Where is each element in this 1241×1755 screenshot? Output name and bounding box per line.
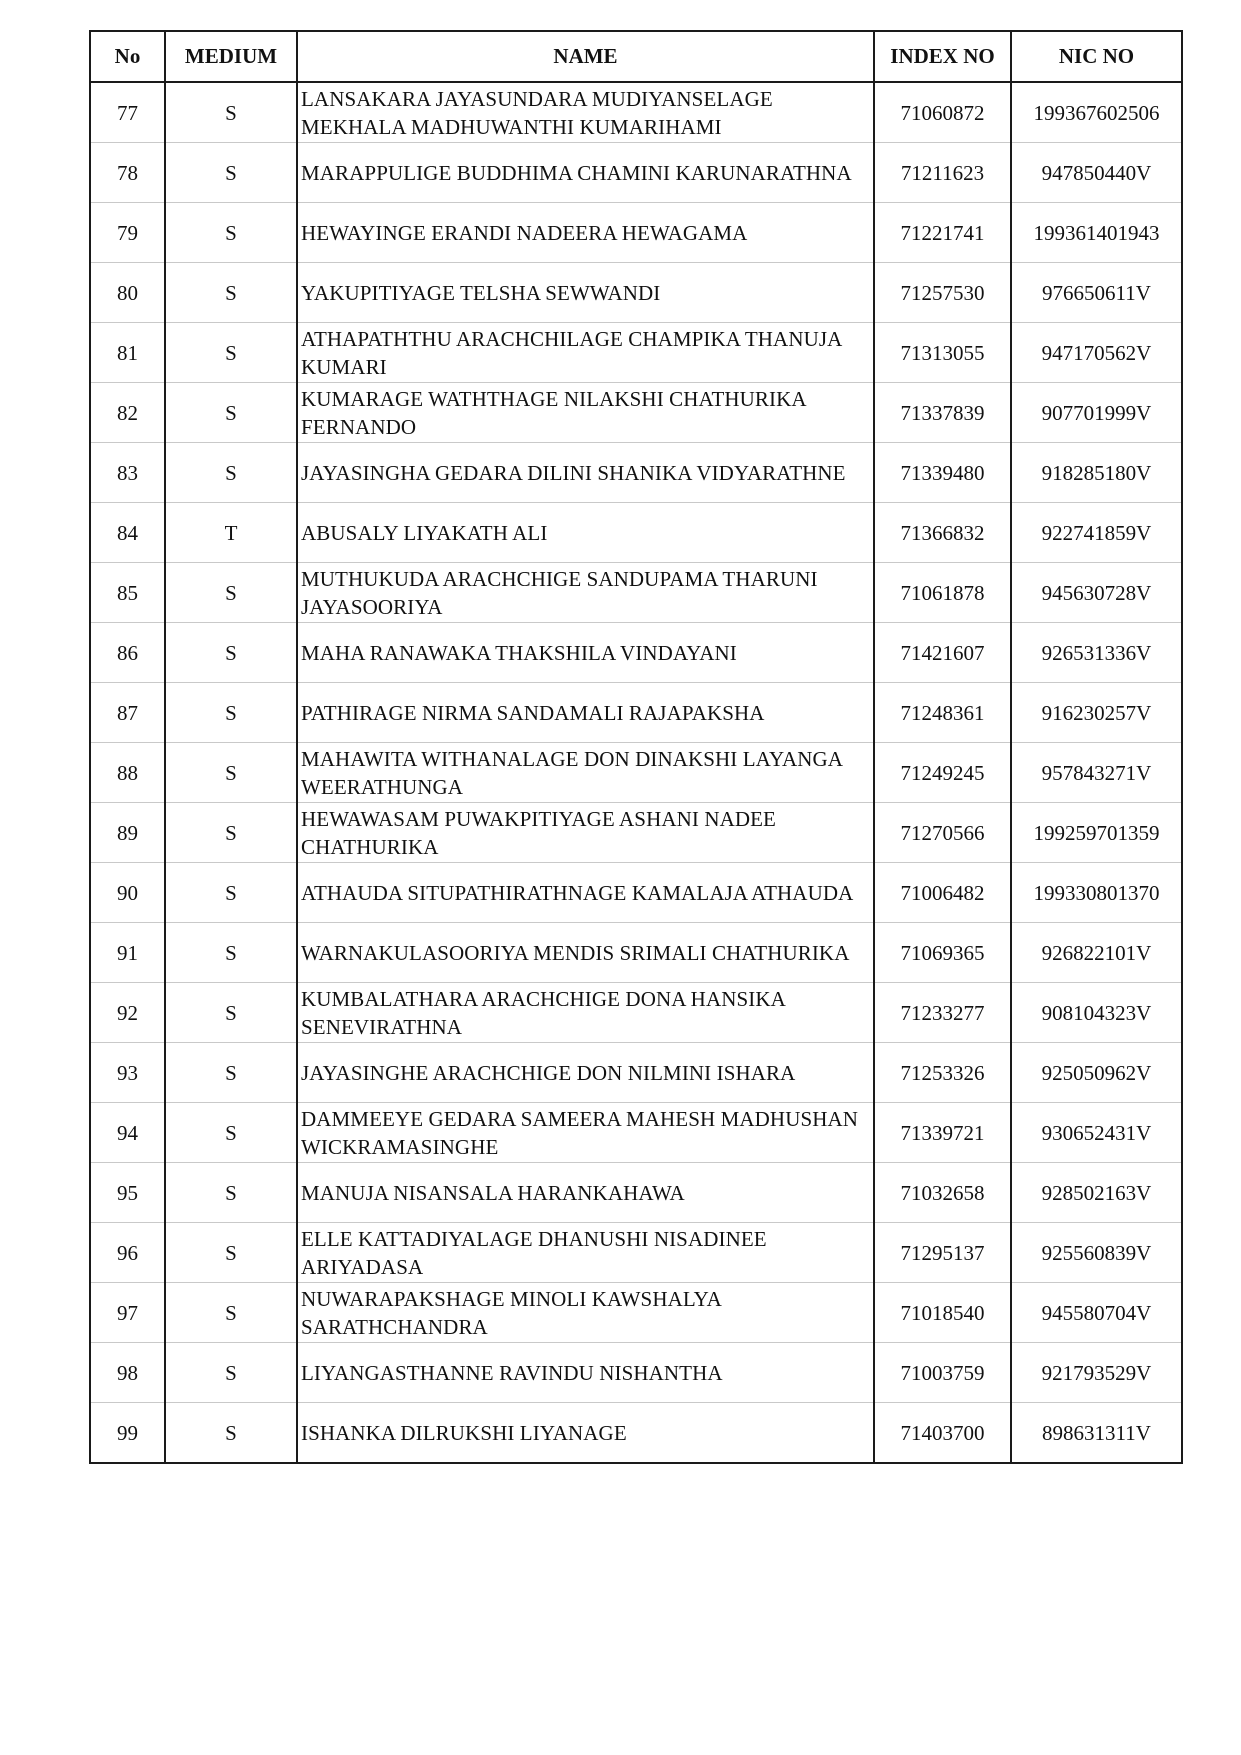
cell-no: 90 <box>90 863 165 923</box>
cell-no: 91 <box>90 923 165 983</box>
cell-no: 79 <box>90 203 165 263</box>
table-row <box>90 82 1182 143</box>
cell-nic-no: 945580704V <box>1011 1283 1182 1343</box>
cell-index-no: 71313055 <box>874 323 1011 383</box>
cell-no: 81 <box>90 323 165 383</box>
cell-index-no: 71339480 <box>874 443 1011 503</box>
cell-nic-no: 947170562V <box>1011 323 1182 383</box>
cell-medium: S <box>165 863 297 923</box>
cell-medium: S <box>165 1283 297 1343</box>
cell-index-no: 71221741 <box>874 203 1011 263</box>
cell-no: 86 <box>90 623 165 683</box>
table-row <box>90 1103 1182 1163</box>
table-row <box>90 263 1182 323</box>
cell-name: MANUJA NISANSALA HARANKAHAWA <box>297 1163 874 1223</box>
cell-medium: S <box>165 82 297 143</box>
cell-medium: S <box>165 1223 297 1283</box>
cell-index-no: 71211623 <box>874 143 1011 203</box>
cell-no: 93 <box>90 1043 165 1103</box>
cell-name: LIYANGASTHANNE RAVINDU NISHANTHA <box>297 1343 874 1403</box>
cell-no: 87 <box>90 683 165 743</box>
cell-medium: S <box>165 803 297 863</box>
cell-name: ELLE KATTADIYALAGE DHANUSHI NISADINEE ARIYADASA <box>297 1223 874 1283</box>
cell-name: LANSAKARA JAYASUNDARA MUDIYANSELAGE MEKHALA MADHUWANTHI KUMARIHAMI <box>297 82 874 143</box>
cell-index-no: 71248361 <box>874 683 1011 743</box>
table-row <box>90 503 1182 563</box>
table-row <box>90 1283 1182 1343</box>
cell-name: HEWAYINGE ERANDI NADEERA HEWAGAMA <box>297 203 874 263</box>
cell-index-no: 71257530 <box>874 263 1011 323</box>
cell-nic-no: 922741859V <box>1011 503 1182 563</box>
cell-index-no: 71061878 <box>874 563 1011 623</box>
cell-nic-no: 925050962V <box>1011 1043 1182 1103</box>
cell-no: 94 <box>90 1103 165 1163</box>
cell-index-no: 71337839 <box>874 383 1011 443</box>
cell-name: KUMBALATHARA ARACHCHIGE DONA HANSIKA SENEVIRATHNA <box>297 983 874 1043</box>
cell-index-no: 71339721 <box>874 1103 1011 1163</box>
cell-nic-no: 199361401943 <box>1011 203 1182 263</box>
table-row <box>90 203 1182 263</box>
cell-no: 77 <box>90 82 165 143</box>
table-row <box>90 1163 1182 1223</box>
table-row <box>90 1343 1182 1403</box>
cell-nic-no: 945630728V <box>1011 563 1182 623</box>
cell-no: 88 <box>90 743 165 803</box>
cell-no: 97 <box>90 1283 165 1343</box>
cell-index-no: 71270566 <box>874 803 1011 863</box>
cell-index-no: 71069365 <box>874 923 1011 983</box>
header-medium: MEDIUM <box>165 31 297 82</box>
table-row <box>90 383 1182 443</box>
cell-no: 80 <box>90 263 165 323</box>
cell-name: MAHAWITA WITHANALAGE DON DINAKSHI LAYANGA WEERATHUNGA <box>297 743 874 803</box>
cell-name: MARAPPULIGE BUDDHIMA CHAMINI KARUNARATHNA <box>297 143 874 203</box>
cell-name: ISHANKA DILRUKSHI LIYANAGE <box>297 1403 874 1464</box>
cell-nic-no: 930652431V <box>1011 1103 1182 1163</box>
table-row <box>90 803 1182 863</box>
header-index-no: INDEX NO <box>874 31 1011 82</box>
table-row <box>90 1043 1182 1103</box>
table-row <box>90 563 1182 623</box>
cell-nic-no: 928502163V <box>1011 1163 1182 1223</box>
cell-no: 84 <box>90 503 165 563</box>
cell-medium: S <box>165 623 297 683</box>
cell-medium: S <box>165 323 297 383</box>
cell-nic-no: 926822101V <box>1011 923 1182 983</box>
header-no: No <box>90 31 165 82</box>
header-nic-no: NIC NO <box>1011 31 1182 82</box>
cell-medium: S <box>165 923 297 983</box>
cell-index-no: 71421607 <box>874 623 1011 683</box>
table-row <box>90 1403 1182 1464</box>
cell-medium: S <box>165 683 297 743</box>
cell-medium: S <box>165 1403 297 1464</box>
cell-index-no: 71295137 <box>874 1223 1011 1283</box>
table-row <box>90 623 1182 683</box>
cell-name: JAYASINGHA GEDARA DILINI SHANIKA VIDYARATHNE <box>297 443 874 503</box>
cell-no: 92 <box>90 983 165 1043</box>
cell-medium: S <box>165 983 297 1043</box>
cell-index-no: 71003759 <box>874 1343 1011 1403</box>
cell-name: MUTHUKUDA ARACHCHIGE SANDUPAMA THARUNI JAYASOORIYA <box>297 563 874 623</box>
cell-index-no: 71060872 <box>874 82 1011 143</box>
cell-name: JAYASINGHE ARACHCHIGE DON NILMINI ISHARA <box>297 1043 874 1103</box>
cell-name: HEWAWASAM PUWAKPITIYAGE ASHANI NADEE CHATHURIKA <box>297 803 874 863</box>
cell-name: DAMMEEYE GEDARA SAMEERA MAHESH MADHUSHAN WICKRAMASINGHE <box>297 1103 874 1163</box>
cell-medium: S <box>165 563 297 623</box>
table-row <box>90 1223 1182 1283</box>
cell-nic-no: 199259701359 <box>1011 803 1182 863</box>
table-header-row <box>90 31 1182 82</box>
cell-nic-no: 907701999V <box>1011 383 1182 443</box>
cell-medium: S <box>165 383 297 443</box>
cell-medium: S <box>165 1343 297 1403</box>
cell-index-no: 71366832 <box>874 503 1011 563</box>
cell-no: 85 <box>90 563 165 623</box>
cell-no: 98 <box>90 1343 165 1403</box>
cell-name: PATHIRAGE NIRMA SANDAMALI RAJAPAKSHA <box>297 683 874 743</box>
cell-no: 83 <box>90 443 165 503</box>
cell-index-no: 71233277 <box>874 983 1011 1043</box>
cell-no: 89 <box>90 803 165 863</box>
cell-nic-no: 921793529V <box>1011 1343 1182 1403</box>
cell-name: NUWARAPAKSHAGE MINOLI KAWSHALYA SARATHCHANDRA <box>297 1283 874 1343</box>
cell-index-no: 71006482 <box>874 863 1011 923</box>
cell-medium: S <box>165 1103 297 1163</box>
cell-medium: S <box>165 143 297 203</box>
cell-medium: S <box>165 1163 297 1223</box>
cell-nic-no: 898631311V <box>1011 1403 1182 1464</box>
cell-medium: S <box>165 1043 297 1103</box>
table-row <box>90 743 1182 803</box>
header-name: NAME <box>297 31 874 82</box>
table-row <box>90 443 1182 503</box>
cell-nic-no: 916230257V <box>1011 683 1182 743</box>
cell-no: 99 <box>90 1403 165 1464</box>
cell-no: 82 <box>90 383 165 443</box>
cell-nic-no: 199330801370 <box>1011 863 1182 923</box>
table-row <box>90 863 1182 923</box>
cell-index-no: 71018540 <box>874 1283 1011 1343</box>
cell-medium: S <box>165 203 297 263</box>
table-row <box>90 323 1182 383</box>
cell-nic-no: 199367602506 <box>1011 82 1182 143</box>
cell-nic-no: 925560839V <box>1011 1223 1182 1283</box>
cell-medium: T <box>165 503 297 563</box>
cell-medium: S <box>165 743 297 803</box>
cell-index-no: 71403700 <box>874 1403 1011 1464</box>
table-row <box>90 923 1182 983</box>
cell-index-no: 71249245 <box>874 743 1011 803</box>
cell-index-no: 71253326 <box>874 1043 1011 1103</box>
cell-name: MAHA RANAWAKA THAKSHILA VINDAYANI <box>297 623 874 683</box>
table-row <box>90 983 1182 1043</box>
cell-name: ATHAUDA SITUPATHIRATHNAGE KAMALAJA ATHAUDA <box>297 863 874 923</box>
candidate-table <box>89 30 1183 1464</box>
cell-medium: S <box>165 263 297 323</box>
table-row <box>90 683 1182 743</box>
cell-medium: S <box>165 443 297 503</box>
cell-no: 95 <box>90 1163 165 1223</box>
cell-nic-no: 976650611V <box>1011 263 1182 323</box>
cell-no: 96 <box>90 1223 165 1283</box>
cell-no: 78 <box>90 143 165 203</box>
table-row <box>90 143 1182 203</box>
table-body <box>90 82 1182 1463</box>
cell-name: ABUSALY LIYAKATH ALI <box>297 503 874 563</box>
cell-name: WARNAKULASOORIYA MENDIS SRIMALI CHATHURIKA <box>297 923 874 983</box>
cell-nic-no: 947850440V <box>1011 143 1182 203</box>
cell-nic-no: 926531336V <box>1011 623 1182 683</box>
cell-name: YAKUPITIYAGE TELSHA SEWWANDI <box>297 263 874 323</box>
cell-nic-no: 918285180V <box>1011 443 1182 503</box>
cell-name: KUMARAGE WATHTHAGE NILAKSHI CHATHURIKA FERNANDO <box>297 383 874 443</box>
cell-nic-no: 957843271V <box>1011 743 1182 803</box>
cell-nic-no: 908104323V <box>1011 983 1182 1043</box>
cell-index-no: 71032658 <box>874 1163 1011 1223</box>
cell-name: ATHAPATHTHU ARACHCHILAGE CHAMPIKA THANUJA KUMARI <box>297 323 874 383</box>
